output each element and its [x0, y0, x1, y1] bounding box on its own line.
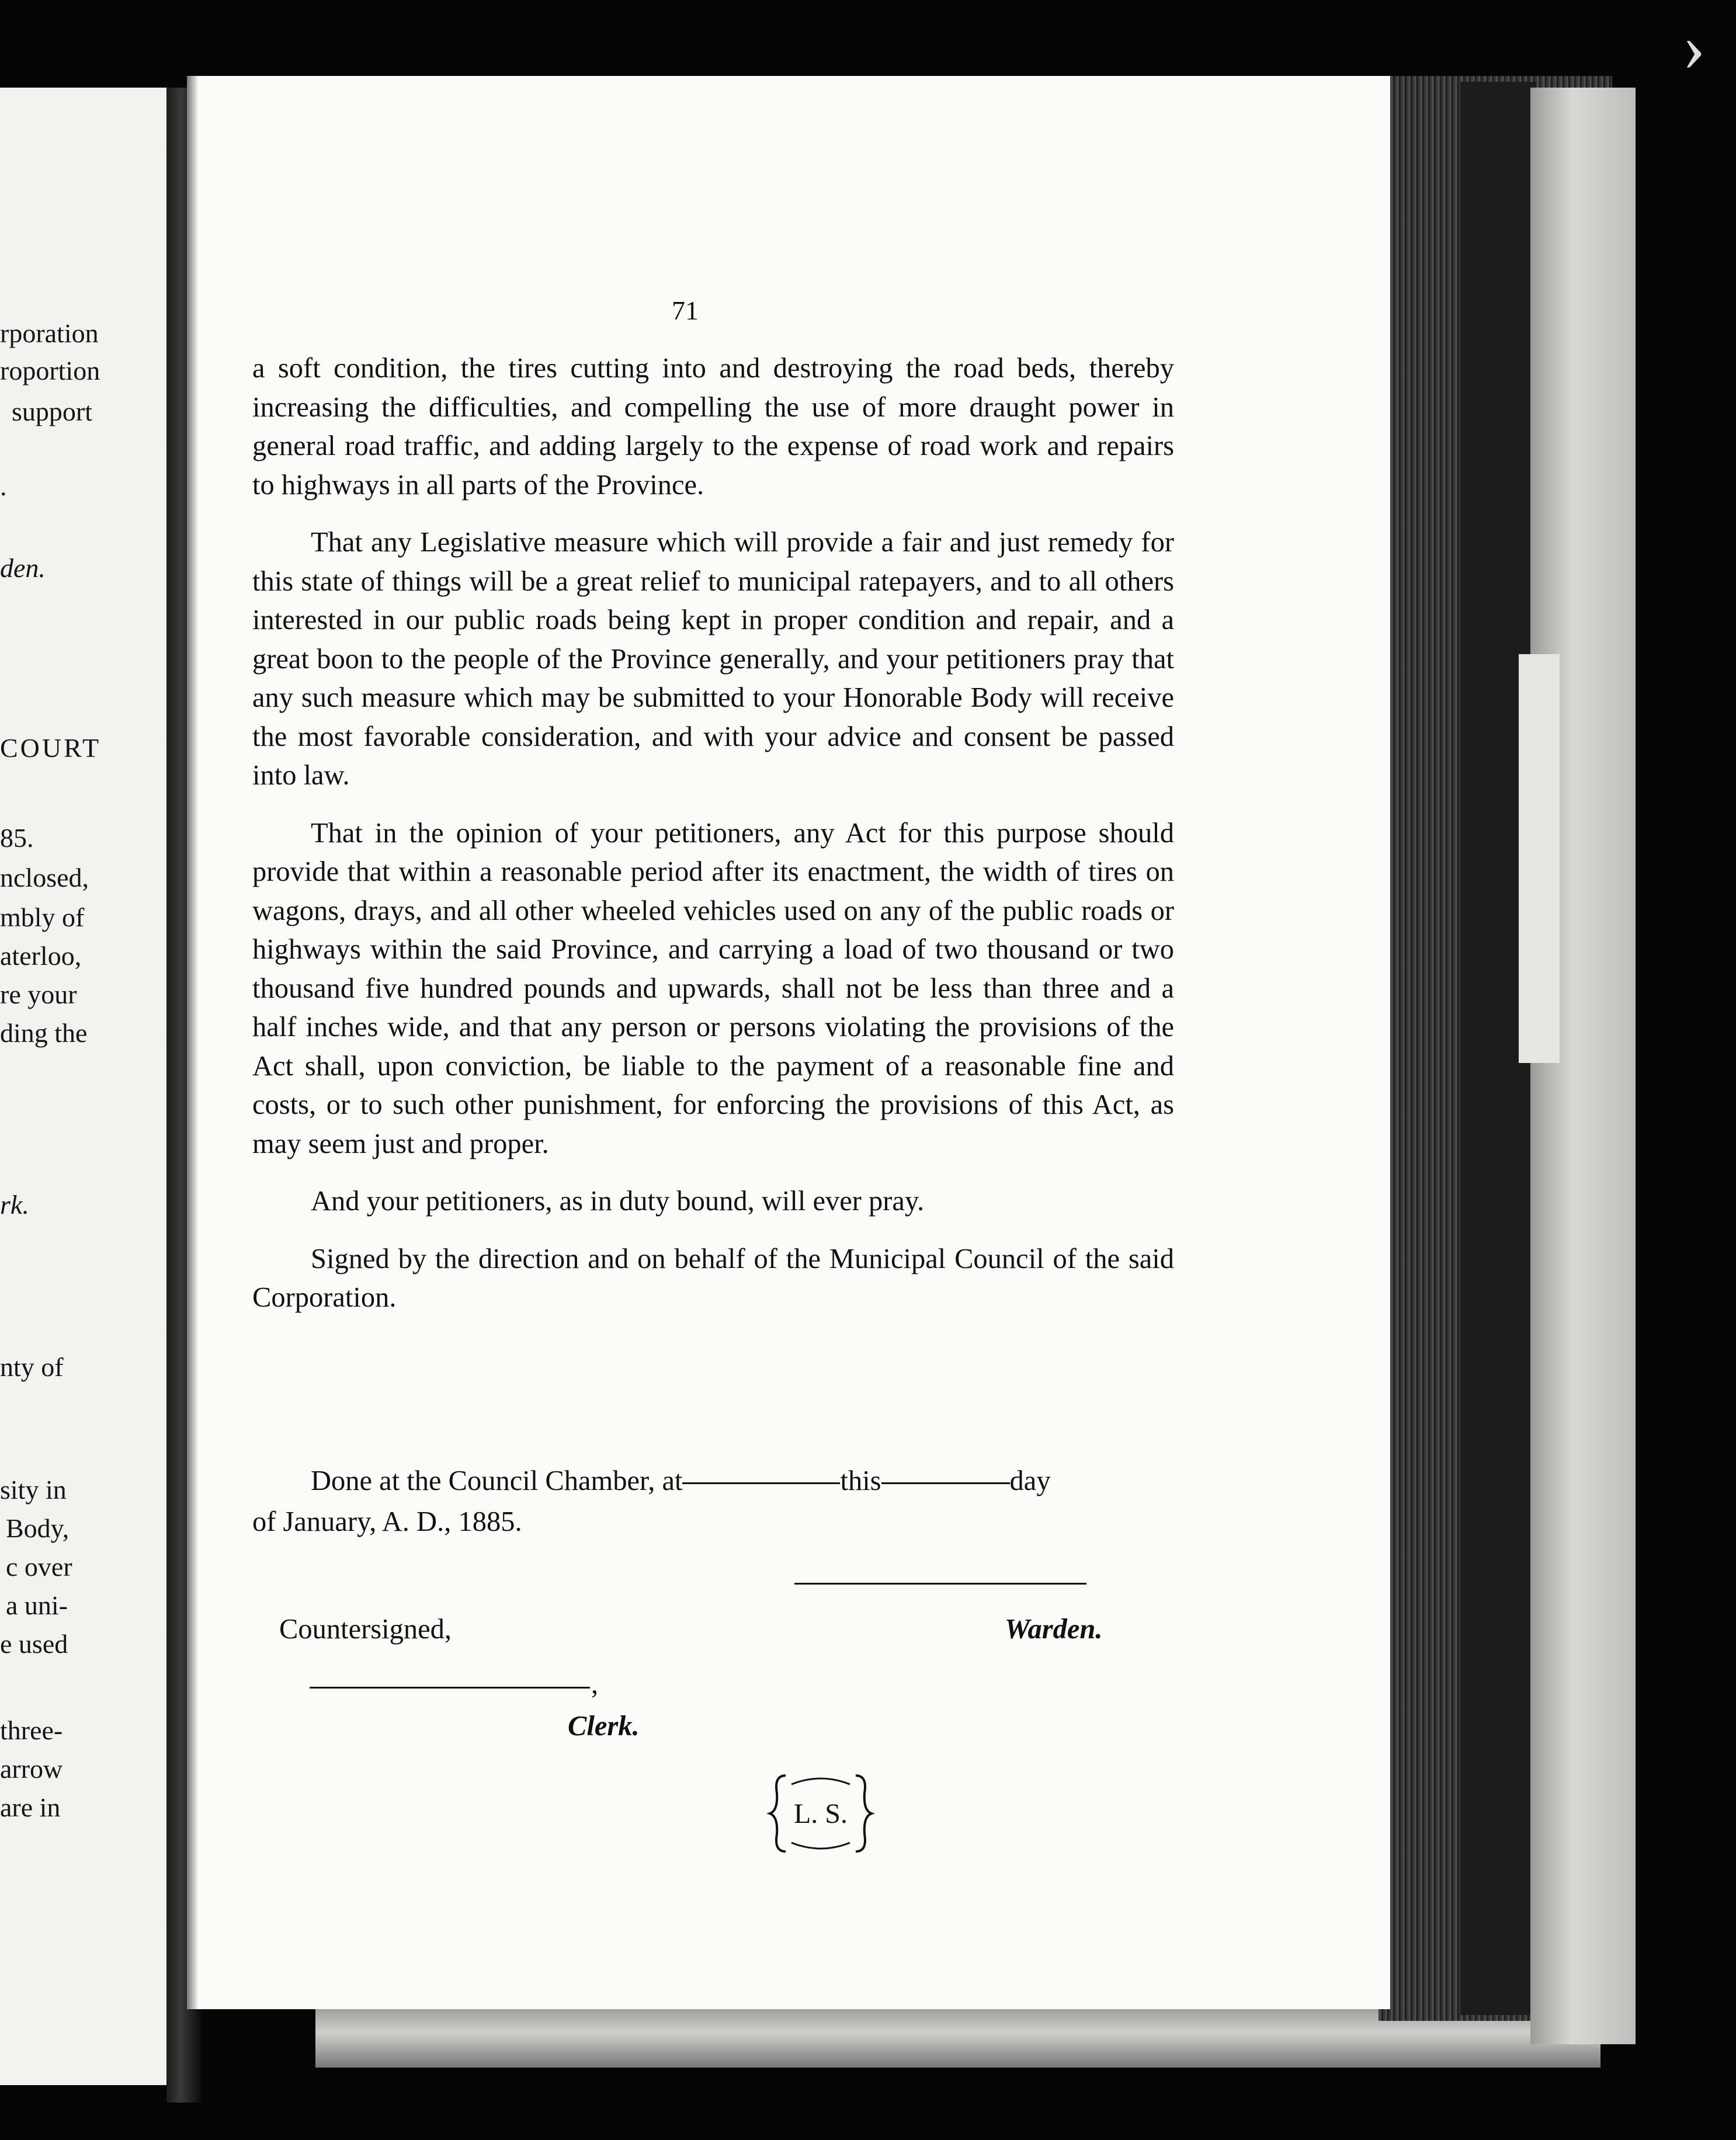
- corner-mark-icon: ›: [1682, 8, 1706, 85]
- paragraph: And your petitioners, as in duty bound, will ever pray.: [311, 1186, 925, 1217]
- left-fragment: arrow: [0, 1754, 63, 1784]
- left-fragment: COURT: [0, 733, 102, 763]
- left-fragment: a uni-: [6, 1590, 68, 1620]
- left-fragment: Body,: [6, 1513, 70, 1543]
- left-fragment: rporation: [0, 318, 99, 348]
- paragraph: That in the opinion of your petitioners, any Act for this purpose should provide that within a reasonable period after its enactment, the width of tires on wagons, drays, and all other wheeled vehicles used on any of the public roads or highways within the said Province, and carrying a load of two thousand or two thousand five hundred pounds and upwards, shall not be less than three and a half inches wide, and that any person or persons violating the provisions of the Act shall, upon conviction, be liable to the payment of a reasonable fine and costs, or to such other punishment, for enforcing the provisions of this Act, as may seem just and proper.: [252, 817, 1174, 1159]
- left-fragment: roportion: [0, 356, 100, 385]
- clerk-label: Clerk.: [568, 1711, 640, 1742]
- left-fragment: .: [0, 471, 7, 501]
- page-shadow: [187, 76, 199, 2009]
- loose-paper-edge: [1530, 88, 1636, 2044]
- seal-text: L. S.: [793, 1798, 848, 1829]
- left-fragment: den.: [0, 553, 46, 583]
- left-fragment: 85.: [0, 823, 34, 853]
- left-fragment: mbly of: [0, 902, 85, 932]
- warden-signature-rule: [794, 1583, 1086, 1585]
- seal-mark: [765, 1770, 876, 1857]
- blank-day-rule: [881, 1482, 1010, 1484]
- left-fragment: rk.: [0, 1190, 29, 1220]
- left-fragment: aterloo,: [0, 941, 82, 971]
- left-fragment: nclosed,: [0, 863, 89, 892]
- left-fragment: support: [12, 397, 92, 426]
- countersigned-label: Countersigned,: [279, 1614, 452, 1645]
- date-text: of January, A. D., 1885.: [252, 1506, 522, 1537]
- left-facing-page: [0, 88, 175, 2085]
- left-fragment: c over: [6, 1552, 72, 1582]
- paragraph: Signed by the direction and on behalf of the Municipal Council of the said Corporation.: [252, 1243, 1174, 1313]
- left-fragment: sity in: [0, 1475, 67, 1505]
- done-this-text: this: [840, 1465, 881, 1496]
- left-fragment: re your: [0, 979, 77, 1009]
- done-at-line: [252, 1465, 1051, 1497]
- left-fragment: ding the: [0, 1018, 88, 1048]
- clerk-rule-comma: ,: [591, 1669, 599, 1700]
- petition-body: [252, 349, 1174, 1318]
- left-fragment: are in: [0, 1792, 61, 1822]
- left-fragment: nty of: [0, 1352, 64, 1382]
- clerk-signature-rule: [310, 1687, 590, 1689]
- warden-label: Warden.: [1005, 1614, 1103, 1645]
- done-at-text: Done at the Council Chamber, at: [311, 1465, 683, 1496]
- blank-place-rule: [682, 1482, 840, 1484]
- date-line: [252, 1506, 522, 1538]
- left-fragment: e used: [0, 1629, 68, 1659]
- loose-paper-tab: [1519, 654, 1560, 1063]
- paragraph: a soft condition, the tires cutting into and destroying the road beds, thereby increasing the difficulties, and compelling the use of more draught power in general road traffic, and adding largely to the expense of road work and repairs to highways in all parts of the Province.: [252, 353, 1174, 501]
- left-fragment: three-: [0, 1715, 63, 1745]
- done-day-text: day: [1009, 1465, 1051, 1496]
- paragraph: That any Legislative measure which will provide a fair and just remedy for this state of things will be a great relief to municipal ratepayers, and to all others interested in our public roads being kept in proper condition and repair, and a great boon to the people of the Province generally, and your petitioners pray that any such measure which may be submitted to your Honorable Body will receive the most favorable consideration, and with your advice and consent be passed into law.: [252, 527, 1174, 791]
- page-number: 71: [672, 296, 699, 325]
